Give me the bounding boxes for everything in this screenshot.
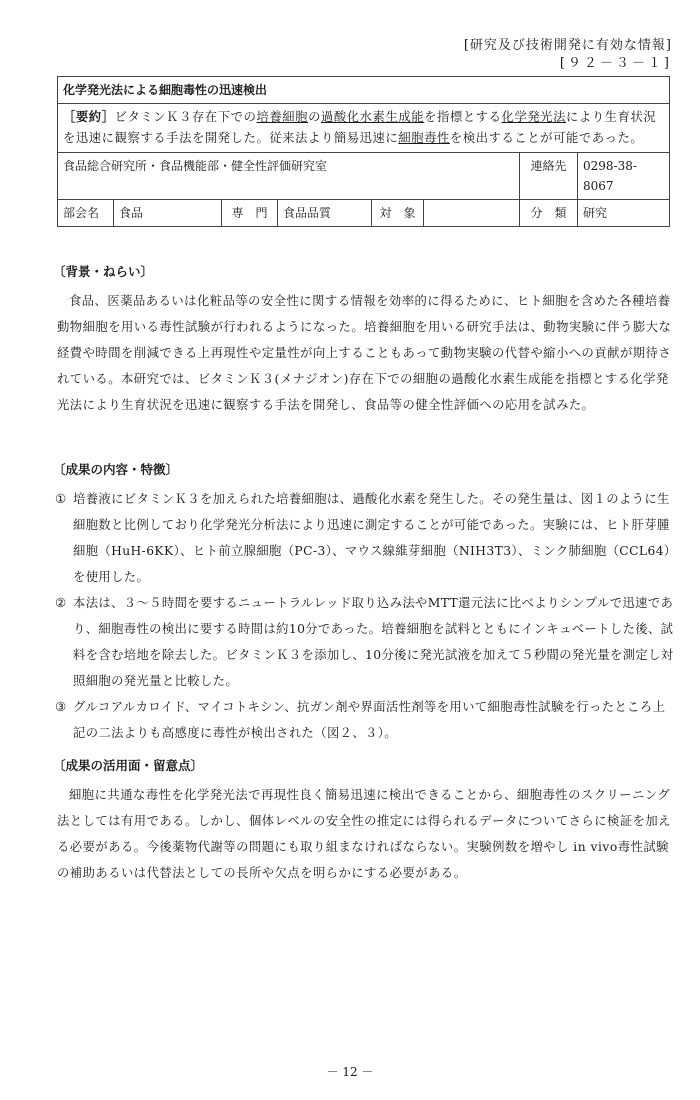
category-label: 分 類: [520, 200, 578, 227]
specialty-label: 専 門: [222, 200, 278, 227]
results-heading: 〔成果の内容・特徴〕: [53, 462, 179, 477]
division-value: 食品: [114, 200, 222, 227]
summary-title: 化学発光法による細胞毒性の迅速検出: [58, 77, 670, 104]
summary-table: [57, 76, 670, 227]
contact-value: 0298-38-8067: [578, 153, 670, 200]
abstract-text: の: [308, 110, 321, 124]
background-text: 食品、医薬品あるいは化粧品等の安全性に関する情報を効率的に得るために、ヒト細胞を含めた各種培養動物細胞を用いる毒性試験が行われるようになった。培養細胞を用いる研究手法は、動物実験に伴う膨大な経費や時間を削減できる上再現性や定量性が向上することもあって動物実験の代替や縮小への貢献が期待されている。本研究では、ビタミンＫ３(メナジオン)存在下での細胞の過酸化水素生成能を指標とする化学発光法により生育状況を迅速に観察する手法を開発し、食品等の健全性評価への応用を試みた。: [57, 294, 672, 412]
application-section: [53, 756, 677, 886]
summary-abstract: [58, 104, 670, 153]
item-number: ③: [55, 700, 67, 714]
abstract-text: を検出することが可能であった。: [449, 131, 644, 145]
institution: 食品総合研究所・食品機能部・健全性評価研究室: [58, 153, 520, 200]
item-text: 本法は、３～５時間を要するニュートラルレッド取り込み法やMTT還元法に比べよりシンプルで迅速であり、細胞毒性の検出に要する時間は約10分であった。培養細胞を試料とともにインキュベートした後、試料を含む培地を除去した。ビタミンＫ３を添加し、10分後に発光試液を加えて５秒間の発光量を測定し対照細胞の発光量と比較した。: [73, 596, 674, 688]
abstract-text: により生育状況を迅速に観察する手法を開発した。従来法より簡易迅速に: [63, 110, 657, 145]
item-number: ①: [55, 492, 67, 506]
background-heading: 〔背景・ねらい〕: [53, 264, 154, 279]
item-number: ②: [55, 596, 67, 610]
contact-label: 連絡先: [520, 153, 578, 200]
keyword-cultured-cells: 培養細胞: [256, 110, 309, 124]
report-number-tag: [９２－３－１]: [559, 56, 672, 71]
report-category-tag: [研究及び技術開発に有効な情報]: [463, 38, 672, 53]
item-text: 培養液にビタミンＫ３を加えられた培養細胞は、過酸化水素を発生した。その発生量は、図１のように生細胞数と比例しており化学発光分析法により迅速に測定することが可能であった。実験には、ヒト肝芽腫細胞（HuH-6KK）、ヒト前立腺細胞（PC-3）、マウス線維芽細胞（NIH3T3）、ミンク肺細胞（CCL64）を使用した。: [73, 492, 677, 584]
item-text: グルコアルカロイド、マイコトキシン、抗ガン剤や界面活性剤等を用いて細胞毒性試験を行ったところ上記の二法よりも高感度に毒性が検出された（図２、３）。: [73, 700, 666, 740]
result-item: [57, 694, 677, 746]
category-value: 研究: [578, 200, 670, 227]
keyword-chemiluminescence: 化学発光法: [501, 110, 567, 124]
result-item: [57, 486, 677, 590]
specialty-value: 食品品質: [278, 200, 372, 227]
background-section: [53, 262, 677, 418]
page-number: － 12 －: [326, 1065, 374, 1079]
application-text: 細胞に共通な毒性を化学発光法で再現性良く簡易迅速に検出できることから、細胞毒性のスクリーニング法としては有用である。しかし、個体レベルの安全性の推定には得られるデータについてさらに検証を加える必要がある。今後薬物代謝等の問題にも取り組まなければならない。実験例数を増やし in vivo毒性試験の補助あるいは代替法としての長所や欠点を明らかにする必要がある。: [57, 788, 672, 880]
abstract-text: ビタミンＫ３存在下での: [114, 110, 257, 124]
keyword-cytotoxicity: 細胞毒性: [398, 131, 450, 145]
division-label: 部会名: [58, 200, 114, 227]
keyword-hydrogen-peroxide: 過酸化水素生成能: [320, 110, 425, 124]
target-value: [424, 200, 520, 227]
result-item: [57, 590, 677, 694]
results-section: [53, 460, 677, 746]
application-heading: 〔成果の活用面・留意点〕: [53, 758, 204, 773]
abstract-label: ［要約］: [63, 110, 115, 124]
target-label: 対 象: [372, 200, 424, 227]
abstract-text: を指標とする: [424, 110, 502, 124]
